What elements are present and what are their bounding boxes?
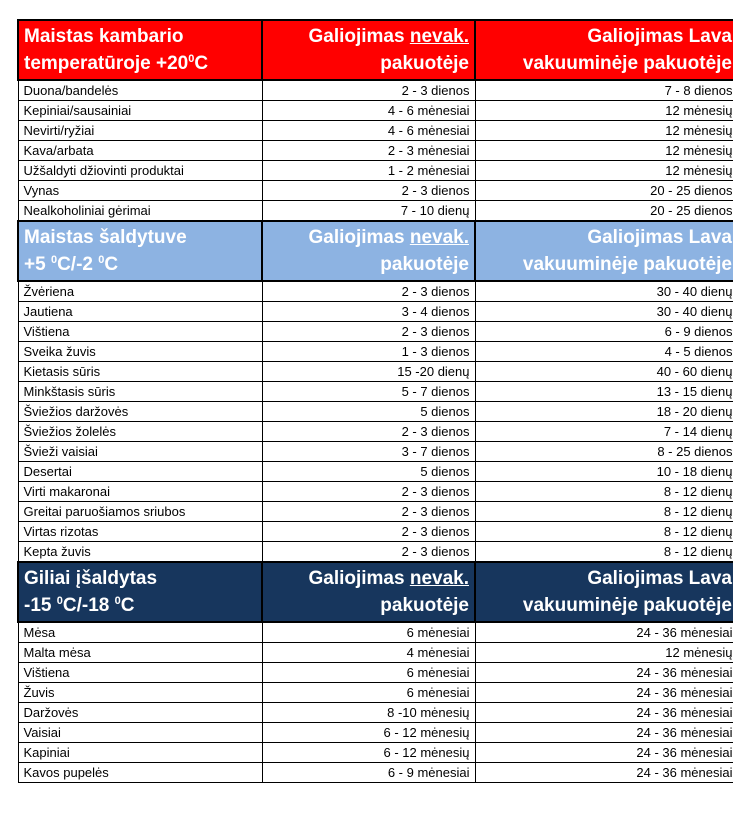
section-header-freezer <box>18 562 733 622</box>
vacuum-package-header: Galiojimas Lava vakuuminėje pakuotėje <box>475 562 733 622</box>
table-row <box>18 522 733 542</box>
normal-package-duration: 2 - 3 dienos <box>262 80 475 101</box>
item-name: Vištiena <box>18 663 262 683</box>
table-row <box>18 723 733 743</box>
item-name: Vištiena <box>18 322 262 342</box>
fridge-section-title: Maistas šaldytuve +5 $^0$C/-2 $^0$C <box>18 221 262 281</box>
item-name: Vynas <box>18 181 262 201</box>
normal-package-duration: 7 - 10 dienų <box>262 201 475 222</box>
vacuum-package-duration: 24 - 36 mėnesiai <box>475 743 733 763</box>
table-row <box>18 622 733 643</box>
table-row <box>18 442 733 462</box>
item-name: Mėsa <box>18 622 262 643</box>
item-name: Virti makaronai <box>18 482 262 502</box>
table-row <box>18 683 733 703</box>
table-row <box>18 161 733 181</box>
normal-package-duration: 3 - 4 dienos <box>262 302 475 322</box>
table-row <box>18 502 733 522</box>
section-refrigerator <box>18 221 733 281</box>
normal-package-duration: 4 - 6 mėnesiai <box>262 101 475 121</box>
normal-package-duration: 2 - 3 dienos <box>262 422 475 442</box>
vacuum-package-duration: 20 - 25 dienos <box>475 181 733 201</box>
table-row <box>18 703 733 723</box>
vacuum-package-duration: 24 - 36 mėnesiai <box>475 622 733 643</box>
item-name: Virtas rizotas <box>18 522 262 542</box>
table-row <box>18 80 733 101</box>
table-row <box>18 382 733 402</box>
item-name: Jautiena <box>18 302 262 322</box>
vacuum-package-header: Galiojimas Lava vakuuminėje pakuotėje <box>475 221 733 281</box>
room-section-title: Maistas kambario temperatūroje $+20^0C$ <box>18 20 262 80</box>
item-name: Užšaldyti džiovinti produktai <box>18 161 262 181</box>
table-row <box>18 302 733 322</box>
vacuum-package-duration: 8 - 12 dienų <box>475 502 733 522</box>
table-row <box>18 743 733 763</box>
normal-package-duration: 15 -20 dienų <box>262 362 475 382</box>
item-name: Šviežios žolelės <box>18 422 262 442</box>
normal-package-duration: 2 - 3 mėnesiai <box>262 141 475 161</box>
table-row <box>18 362 733 382</box>
normal-package-duration: 8 -10 mėnesių <box>262 703 475 723</box>
normal-package-duration: 2 - 3 dienos <box>262 322 475 342</box>
item-name: Desertai <box>18 462 262 482</box>
item-name: Žvėriena <box>18 281 262 302</box>
normal-package-duration: 2 - 3 dienos <box>262 502 475 522</box>
item-name: Kavos pupelės <box>18 763 262 783</box>
table-row <box>18 482 733 502</box>
normal-package-header: Galiojimas nevak. pakuotėje <box>262 562 475 622</box>
table-row <box>18 181 733 201</box>
shelf-life-sheet <box>17 19 733 783</box>
freezer-rows <box>18 622 733 783</box>
table-row <box>18 201 733 222</box>
vacuum-package-duration: 8 - 12 dienų <box>475 522 733 542</box>
normal-package-header: Galiojimas nevak. pakuotėje <box>262 20 475 80</box>
normal-package-duration: 6 mėnesiai <box>262 622 475 643</box>
vacuum-package-duration: 24 - 36 mėnesiai <box>475 723 733 743</box>
vacuum-package-duration: 30 - 40 dienų <box>475 302 733 322</box>
table-row <box>18 402 733 422</box>
table-row <box>18 281 733 302</box>
normal-package-duration: 5 dienos <box>262 402 475 422</box>
vacuum-package-duration: 12 mėnesių <box>475 161 733 181</box>
normal-package-duration: 2 - 3 dienos <box>262 482 475 502</box>
vacuum-package-duration: 10 - 18 dienų <box>475 462 733 482</box>
table-row <box>18 101 733 121</box>
item-name: Nealkoholiniai gėrimai <box>18 201 262 222</box>
normal-package-duration: 2 - 3 dienos <box>262 542 475 563</box>
vacuum-package-duration: 6 - 9 dienos <box>475 322 733 342</box>
table-row <box>18 342 733 362</box>
item-name: Malta mėsa <box>18 643 262 663</box>
table-row <box>18 322 733 342</box>
table-row <box>18 422 733 442</box>
item-name: Duona/bandelės <box>18 80 262 101</box>
vacuum-package-duration: 4 - 5 dienos <box>475 342 733 362</box>
vacuum-package-duration: 8 - 25 dienos <box>475 442 733 462</box>
vacuum-package-duration: 24 - 36 mėnesiai <box>475 703 733 723</box>
item-name: Žuvis <box>18 683 262 703</box>
normal-package-duration: 6 - 12 mėnesių <box>262 723 475 743</box>
item-name: Kapiniai <box>18 743 262 763</box>
vacuum-package-duration: 20 - 25 dienos <box>475 201 733 222</box>
item-name: Šviežios daržovės <box>18 402 262 422</box>
item-name: Sveika žuvis <box>18 342 262 362</box>
item-name: Greitai paruošiamos sriubos <box>18 502 262 522</box>
vacuum-package-duration: 12 mėnesių <box>475 121 733 141</box>
vacuum-package-duration: 12 mėnesių <box>475 141 733 161</box>
vacuum-package-duration: 8 - 12 dienų <box>475 542 733 563</box>
normal-package-duration: 2 - 3 dienos <box>262 522 475 542</box>
normal-package-duration: 2 - 3 dienos <box>262 181 475 201</box>
table-row <box>18 763 733 783</box>
item-name: Kietasis sūris <box>18 362 262 382</box>
vacuum-package-duration: 13 - 15 dienų <box>475 382 733 402</box>
fridge-rows <box>18 281 733 562</box>
normal-package-duration: 1 - 3 dienos <box>262 342 475 362</box>
vacuum-package-duration: 24 - 36 mėnesiai <box>475 763 733 783</box>
shelf-life-table <box>17 19 733 783</box>
vacuum-package-duration: 12 mėnesių <box>475 643 733 663</box>
normal-package-duration: 6 mėnesiai <box>262 683 475 703</box>
item-name: Minkštasis sūris <box>18 382 262 402</box>
section-header-room <box>18 20 733 80</box>
normal-package-duration: 1 - 2 mėnesiai <box>262 161 475 181</box>
item-name: Kepiniai/sausainiai <box>18 101 262 121</box>
normal-package-duration: 4 - 6 mėnesiai <box>262 121 475 141</box>
table-row <box>18 663 733 683</box>
section-header-fridge <box>18 221 733 281</box>
normal-package-duration: 6 mėnesiai <box>262 663 475 683</box>
vacuum-package-duration: 7 - 14 dienų <box>475 422 733 442</box>
item-name: Kava/arbata <box>18 141 262 161</box>
section-freezer <box>18 562 733 622</box>
table-row <box>18 643 733 663</box>
freezer-section-title: Giliai įšaldytas -15 $^0$C/-18 $^0$C <box>18 562 262 622</box>
normal-package-duration: 5 - 7 dienos <box>262 382 475 402</box>
table-row <box>18 462 733 482</box>
item-name: Kepta žuvis <box>18 542 262 563</box>
vacuum-package-duration: 7 - 8 dienos <box>475 80 733 101</box>
vacuum-package-duration: 40 - 60 dienų <box>475 362 733 382</box>
vacuum-package-duration: 30 - 40 dienų <box>475 281 733 302</box>
item-name: Nevirti/ryžiai <box>18 121 262 141</box>
room-rows <box>18 80 733 221</box>
normal-package-duration: 4 mėnesiai <box>262 643 475 663</box>
vacuum-package-duration: 24 - 36 mėnesiai <box>475 663 733 683</box>
normal-package-duration: 5 dienos <box>262 462 475 482</box>
normal-package-header: Galiojimas nevak. pakuotėje <box>262 221 475 281</box>
normal-package-duration: 2 - 3 dienos <box>262 281 475 302</box>
vacuum-package-duration: 12 mėnesių <box>475 101 733 121</box>
normal-package-duration: 6 - 12 mėnesių <box>262 743 475 763</box>
table-row <box>18 141 733 161</box>
vacuum-package-duration: 8 - 12 dienų <box>475 482 733 502</box>
table-row <box>18 121 733 141</box>
normal-package-duration: 3 - 7 dienos <box>262 442 475 462</box>
vacuum-package-duration: 18 - 20 dienų <box>475 402 733 422</box>
vacuum-package-duration: 24 - 36 mėnesiai <box>475 683 733 703</box>
item-name: Daržovės <box>18 703 262 723</box>
section-room-temperature <box>18 20 733 80</box>
item-name: Švieži vaisiai <box>18 442 262 462</box>
item-name: Vaisiai <box>18 723 262 743</box>
vacuum-package-header: Galiojimas Lava vakuuminėje pakuotėje <box>475 20 733 80</box>
table-row <box>18 542 733 563</box>
normal-package-duration: 6 - 9 mėnesiai <box>262 763 475 783</box>
